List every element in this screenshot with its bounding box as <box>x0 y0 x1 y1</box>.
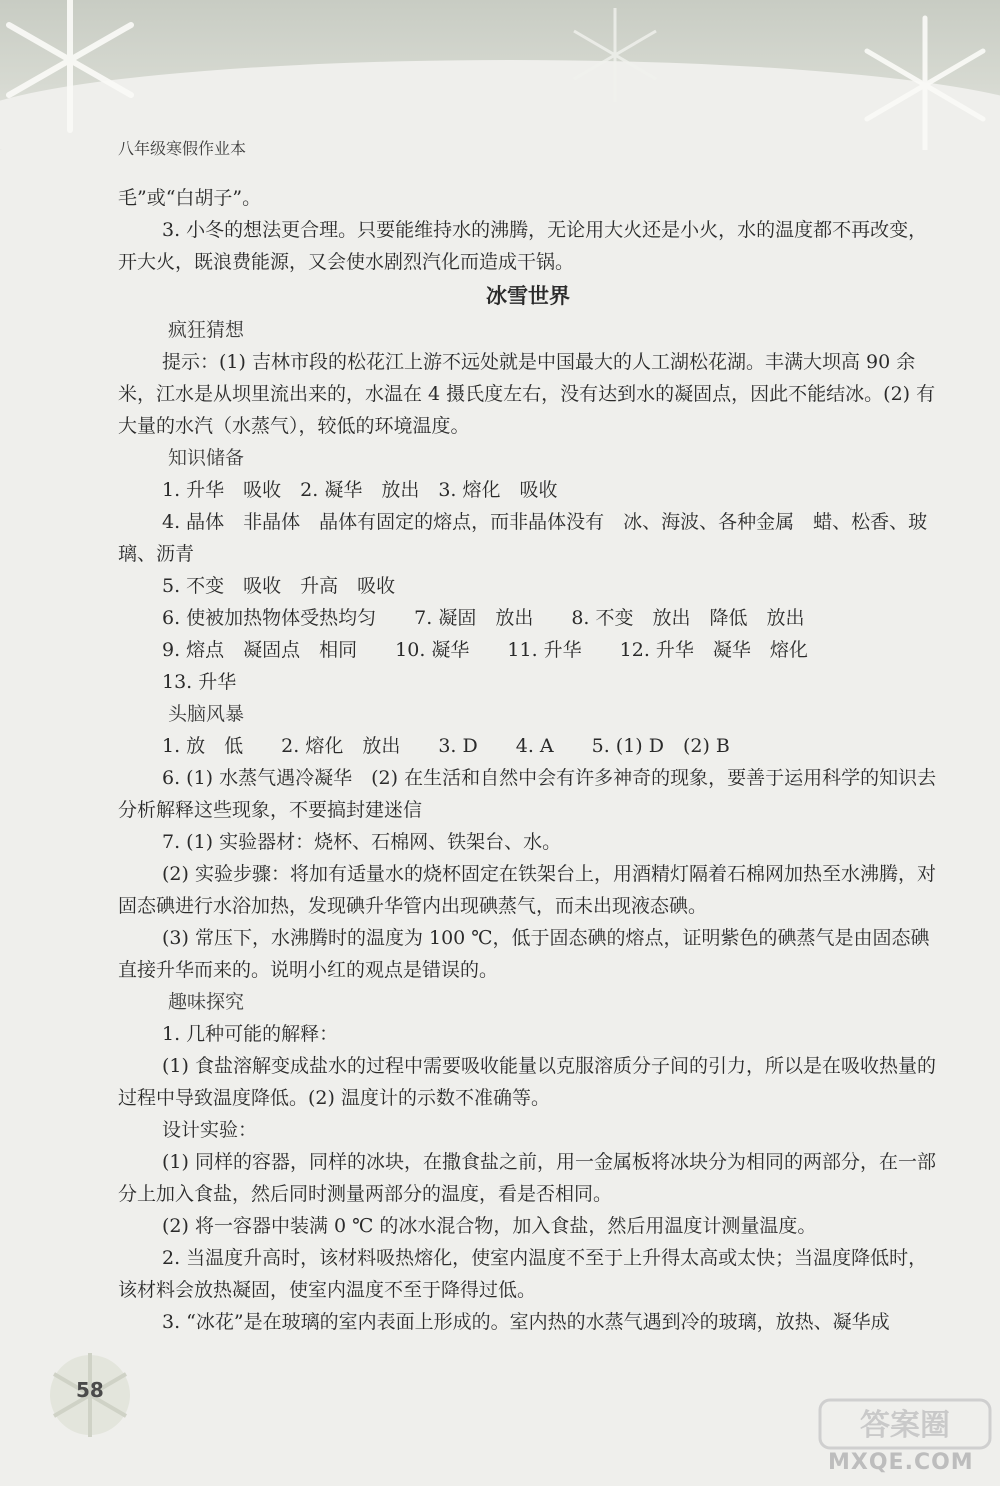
book-title: 八年级寒假作业本 <box>118 139 247 158</box>
answer-line: (1) 食盐溶解变成盐水的过程中需要吸收能量以克服溶质分子间的引力，所以是在吸收热量的过程中导致温度降低。(2) 温度计的示数不准确等。 <box>118 1055 936 1109</box>
answer-content <box>118 182 938 1338</box>
answer-line: 4. 晶体 非晶体 晶体有固定的熔点，而非晶体没有 冰、海波、各种金属 蜡、松香、玻璃、沥青 <box>118 511 928 565</box>
snowflake-icon <box>0 0 150 140</box>
answer-line: 1. 几种可能的解释： <box>162 1023 339 1045</box>
subsection-heading: 头脑风暴 <box>168 703 245 725</box>
answer-line: 6. (1) 水蒸气遇冷凝华 (2) 在生活和自然中会有许多神奇的现象，要善于运用科学的知识去分析解释这些现象，不要搞封建迷信 <box>118 767 937 821</box>
answer-line: (2) 将一容器中装满 0 ℃ 的冰水混合物，加入食盐，然后用温度计测量温度。 <box>162 1215 817 1237</box>
subsection-heading: 知识储备 <box>168 447 245 469</box>
answer-line: 5. 不变 吸收 升高 吸收 <box>162 575 396 597</box>
paragraph: 提示：(1) 吉林市段的松花江上游不远处就是中国最大的人工湖松花湖。丰满大坝高 90 余米，江水是从坝里流出来的，水温在 4 摄氏度左右，没有达到水的凝固点，因此不能结冰。(2) 有大量的水汽（水蒸气），较低的环境温度。 <box>118 351 936 437</box>
answer-line: 3. “冰花”是在玻璃的室内表面上形成的。室内热的水蒸气遇到冷的玻璃，放热、凝华成 <box>162 1311 890 1333</box>
header-banner <box>0 0 1000 150</box>
page-number: 58 <box>76 1378 104 1402</box>
answer-line: (2) 实验步骤：将加有适量水的烧杯固定在铁架台上，用酒精灯隔着石棉网加热至水沸腾，对固态碘进行水浴加热，发现碘升华管内出现碘蒸气，而未出现液态碘。 <box>118 863 936 917</box>
snowflake-icon <box>850 10 1000 150</box>
snowflake-icon <box>560 0 670 110</box>
answer-line: 设计实验： <box>162 1119 258 1141</box>
paragraph: 3. 小冬的想法更合理。只要能维持水的沸腾，无论用大火还是小火，水的温度都不再改变，开大火，既浪费能源，又会使水剧烈汽化而造成干锅。 <box>118 219 928 273</box>
answer-line: 2. 当温度升高时，该材料吸热熔化，使室内温度不至于上升得太高或太快；当温度降低时，该材料会放热凝固，使室内温度不至于降得过低。 <box>118 1247 928 1301</box>
watermark-site: MXQE.COM <box>828 1450 974 1475</box>
paragraph: 毛”或“白胡子”。 <box>118 187 262 209</box>
answer-line: 1. 放 低 2. 熔化 放出 3. D 4. A 5. (1) D (2) B <box>162 735 730 757</box>
subsection-heading: 趣味探究 <box>168 991 245 1013</box>
answer-line: (3) 常压下，水沸腾时的温度为 100 ℃，低于固态碘的熔点，证明紫色的碘蒸气是由固态碘直接升华而来的。说明小红的观点是错误的。 <box>118 927 930 981</box>
svg-text:答案圈: 答案圈 <box>860 1408 950 1443</box>
subsection-heading: 疯狂猜想 <box>168 319 245 341</box>
answer-line: (1) 同样的容器，同样的冰块，在撒食盐之前，用一金属板将冰块分为相同的两部分，在一部分上加入食盐，然后同时测量两部分的温度，看是否相同。 <box>118 1151 936 1205</box>
answer-line: 13. 升华 <box>162 671 237 693</box>
answer-line: 7. (1) 实验器材：烧杯、石棉网、铁架台、水。 <box>162 831 562 853</box>
section-title: 冰雪世界 <box>486 284 570 308</box>
answer-line: 6. 使被加热物体受热均匀 7. 凝固 放出 8. 不变 放出 降低 放出 <box>162 607 805 629</box>
answer-line: 9. 熔点 凝固点 相同 10. 凝华 11. 升华 12. 升华 凝华 熔化 <box>162 639 808 661</box>
answer-line: 1. 升华 吸收 2. 凝华 放出 3. 熔化 吸收 <box>162 479 558 501</box>
